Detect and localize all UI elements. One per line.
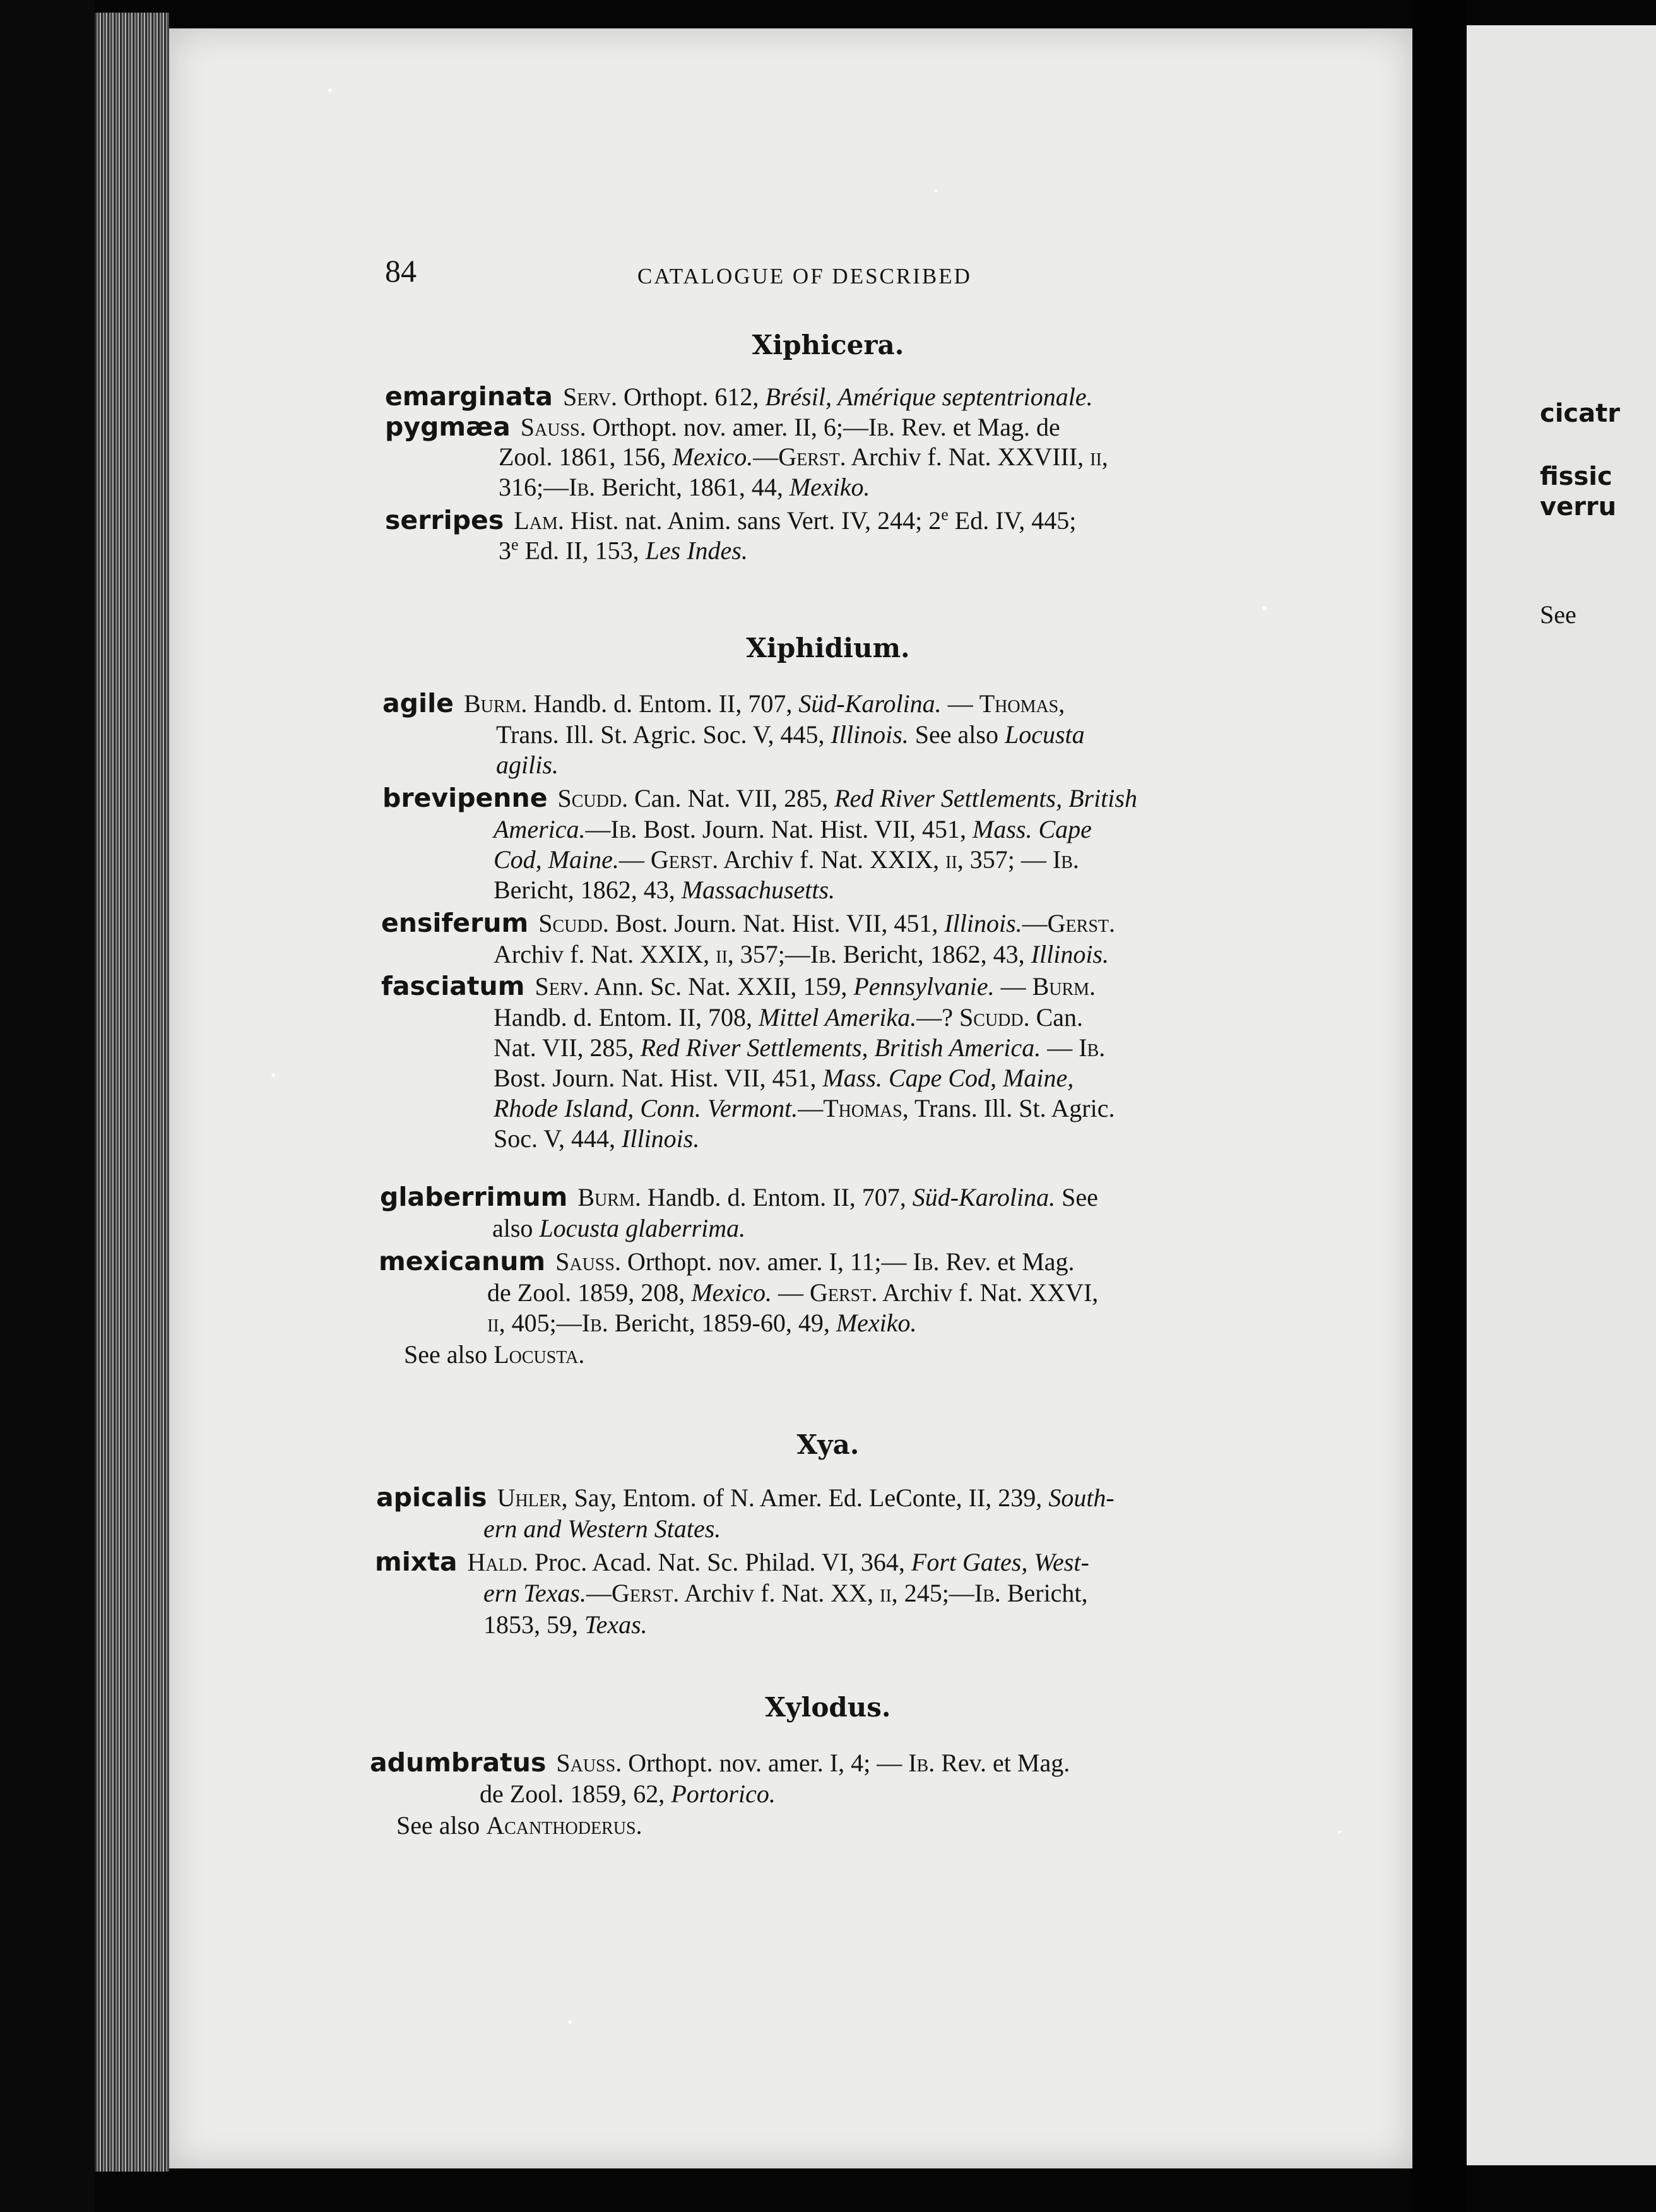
ibid: Ib. (974, 1579, 1001, 1607)
locality: America. (494, 815, 586, 843)
section-heading-xiphidium: Xiphidium. (746, 633, 910, 663)
citation: Rev. et Mag. (935, 1749, 1070, 1777)
ibid: Ib. (569, 473, 596, 501)
headword: pygmæa (385, 412, 511, 442)
locality: Illinois. (944, 909, 1022, 937)
entry-mexicanum (379, 1246, 1075, 1276)
scan-speck (328, 88, 332, 92)
author: Hald. (467, 1548, 528, 1576)
cross-reference: Locusta (1004, 720, 1085, 749)
see-also-xylodus (396, 1811, 642, 1840)
entry-fasciatum-continued (494, 1124, 699, 1153)
citation: also (492, 1214, 540, 1242)
dash: — (941, 689, 979, 718)
citation: Handb. d. Entom. II, 708, (494, 1003, 759, 1032)
entry-apicalis-continued (483, 1514, 721, 1543)
see-also-label: See also (404, 1340, 494, 1369)
ibid: Ib. (610, 815, 637, 843)
headword: brevipenne (382, 783, 548, 813)
dash: — (1022, 909, 1048, 937)
citation: —? (916, 1003, 960, 1032)
headword: apicalis (376, 1482, 487, 1513)
see-also-label: See also (396, 1811, 487, 1840)
citation: Nat. VII, 285, (494, 1033, 641, 1062)
see-also-ref: Acanthoderus. (486, 1811, 642, 1840)
dash: — (753, 443, 779, 471)
dash: — (585, 815, 611, 843)
citation: See (1055, 1183, 1098, 1211)
citation: Bericht, 1861, 44, (595, 473, 790, 501)
entry-brevipenne-continued (494, 814, 1092, 844)
author: Gerst. (650, 845, 719, 874)
locality: Illinois. (831, 720, 909, 749)
citation: See also (908, 720, 1005, 749)
entry-emarginata (385, 381, 1093, 412)
citation: Orthopt. 612, (617, 383, 766, 411)
citation: 1853, 59, (483, 1610, 584, 1639)
entry-fasciatum-continued (494, 1033, 1105, 1062)
author: Sauss. (520, 413, 586, 441)
author: Burm. (463, 689, 528, 718)
entry-mexicanum-continued (487, 1278, 1098, 1307)
entry-fasciatum-continued (494, 1063, 1073, 1093)
author: Serv. (562, 383, 617, 411)
author: Thomas, (979, 689, 1065, 718)
citation: Bost. Journ. Nat. Hist. VII, 451, (608, 909, 945, 937)
author: Sauss. (556, 1749, 622, 1777)
locality: Mexiko. (789, 473, 870, 501)
entry-serripes (385, 505, 1076, 535)
citation: Ann. Sc. Nat. XXII, 159, (589, 972, 854, 1001)
locality: Brésil, Amérique septentrionale. (765, 383, 1093, 411)
locality: ern and Western States. (483, 1514, 721, 1543)
headword: mixta (375, 1547, 458, 1577)
citation: Bericht, 1859-60, 49, (608, 1309, 836, 1337)
scan-speck (934, 189, 937, 193)
headword: mexicanum (379, 1246, 546, 1276)
headword: ensiferum (381, 908, 529, 938)
ibid: Ib. (913, 1247, 940, 1276)
author: Scudd. (959, 1003, 1030, 1032)
superscript: e (511, 535, 519, 554)
entry-mixta-continued (483, 1610, 648, 1639)
citation: Ed. II, 153, (518, 536, 646, 565)
cross-reference: agilis. (496, 751, 559, 779)
citation: Rev. et Mag. de (894, 413, 1060, 441)
entry-brevipenne-continued (494, 845, 1079, 874)
locality: Mexico. (691, 1278, 772, 1307)
locality: Mittel Amerika. (758, 1003, 917, 1032)
author: Gerst. (810, 1278, 878, 1307)
entry-fasciatum-continued (494, 1093, 1115, 1123)
locality: Fort Gates, West- (911, 1548, 1089, 1576)
citation: Bericht, 1862, 43, (494, 876, 682, 904)
locality: Mass. Cape Cod, Maine, (822, 1064, 1074, 1092)
locality: Rhode Island, Conn. Vermont. (494, 1094, 798, 1122)
superscript: e (941, 505, 949, 524)
author: Thomas, (823, 1094, 909, 1122)
citation: Ed. IV, 445; (948, 506, 1077, 535)
citation: 245;— (897, 1579, 974, 1607)
citation: Soc. V, 444, (494, 1124, 622, 1153)
citation: de Zool. 1859, 62, (480, 1780, 671, 1808)
locality: Pennsylvanie. (853, 972, 995, 1001)
facing-page-line: verru (1540, 492, 1617, 521)
headword: emarginata (385, 381, 553, 412)
headword: fasciatum (381, 971, 525, 1001)
entry-adumbratus (370, 1747, 1070, 1778)
volume-part: ii, (487, 1309, 506, 1337)
entry-serripes-continued (499, 535, 748, 565)
locality: Mass. Cape (973, 815, 1092, 843)
citation: Hist. nat. Anim. sans Vert. IV, 244; 2 (564, 506, 942, 535)
volume-part: ii, (716, 940, 734, 968)
volume-part: ii, (945, 845, 964, 874)
citation: Archiv f. Nat. XXVI, (877, 1278, 1099, 1307)
headword: serripes (385, 505, 504, 535)
citation: Handb. d. Entom. II, 707, (641, 1183, 913, 1211)
facing-page-line: cicatr (1540, 399, 1620, 428)
locality: Illinois. (622, 1124, 700, 1153)
locality: South- (1048, 1484, 1115, 1512)
headword: agile (382, 688, 454, 718)
citation: Archiv f. Nat. XX, (679, 1579, 880, 1607)
citation: de Zool. 1859, 208, (487, 1278, 692, 1307)
scan-speck (271, 1073, 275, 1077)
citation: Rev. et Mag. (939, 1247, 1075, 1276)
facing-page-line: fissic (1540, 462, 1612, 491)
citation: 357;— (733, 940, 810, 968)
locality: Mexico. (672, 443, 754, 471)
scan-speck (568, 2020, 572, 2024)
author: Sauss. (555, 1247, 621, 1276)
locality: Texas. (584, 1610, 648, 1639)
author: Burm. (577, 1183, 641, 1211)
citation: Orthopt. nov. amer. I, 11;— (620, 1247, 913, 1276)
citation: Bericht, (1000, 1579, 1088, 1607)
facing-page-line: See (1540, 600, 1576, 629)
headword: glaberrimum (380, 1182, 568, 1212)
dash: — (994, 972, 1032, 1001)
citation: Bericht, 1862, 43, (836, 940, 1031, 968)
entry-glaberrimum-continued (492, 1213, 745, 1243)
see-also-xiphidium (404, 1340, 584, 1369)
citation: Archiv f. Nat. XXIX, (718, 845, 946, 874)
locality: Cod, Maine. (494, 845, 619, 874)
citation: 357; — (963, 845, 1053, 874)
author: Lam. (514, 506, 564, 535)
citation: Say, Entom. of N. Amer. Ed. LeConte, II, 239, (567, 1484, 1049, 1512)
page-number: 84 (385, 253, 417, 288)
section-heading-xya: Xya. (796, 1429, 860, 1460)
locality: Süd-Karolina. (798, 689, 942, 718)
citation: Orthopt. nov. amer. I, 4; — (622, 1749, 909, 1777)
entry-pygmaea-continued (499, 442, 1108, 472)
citation: Can. Nat. VII, 285, (628, 784, 835, 812)
dash: — (798, 1094, 824, 1122)
dash: — (772, 1278, 810, 1307)
entry-agile-continued (496, 720, 1085, 749)
ibid: Ib. (908, 1749, 935, 1777)
citation: Archiv f. Nat. XXIX, (494, 940, 716, 968)
locality: ern Texas. (483, 1579, 586, 1607)
citation: Trans. Ill. St. Agric. Soc. V, 445, (496, 720, 831, 749)
citation: Bost. Journ. Nat. Hist. VII, 451, (637, 815, 973, 843)
entry-mixta (375, 1547, 1089, 1577)
entry-fasciatum-continued (494, 1002, 1083, 1032)
headword: adumbratus (370, 1747, 547, 1778)
citation: Bost. Journ. Nat. Hist. VII, 451, (494, 1064, 823, 1092)
locality: Mexiko. (836, 1309, 917, 1337)
dash: — (618, 845, 651, 874)
ibid: Ib. (1079, 1033, 1106, 1062)
citation: Zool. 1861, 156, (499, 443, 673, 471)
author: Burm. (1032, 972, 1096, 1001)
author: Serv. (535, 972, 589, 1001)
citation: Proc. Acad. Nat. Sc. Philad. VI, 364, (528, 1548, 911, 1576)
author: Gerst. (1047, 909, 1115, 937)
scan-speck (1338, 1831, 1341, 1834)
entry-apicalis (376, 1482, 1115, 1513)
entry-pygmaea-continued (499, 472, 870, 502)
entry-agile (382, 688, 1065, 718)
locality: Süd-Karolina. (912, 1183, 1056, 1211)
citation: 405;— (505, 1309, 582, 1337)
citation: 316;— (499, 473, 569, 501)
section-heading-xiphicera: Xiphicera. (752, 330, 904, 360)
ibid: Ib. (868, 413, 895, 441)
author: Scudd. (538, 909, 609, 937)
entry-brevipenne-continued (494, 875, 835, 905)
author: Uhler, (497, 1484, 568, 1512)
cross-reference: Locusta glaberrima. (539, 1214, 746, 1242)
entry-glaberrimum (380, 1182, 1098, 1212)
author: Scudd. (557, 784, 629, 812)
entry-pygmaea (385, 412, 1060, 442)
volume-part: ii, (880, 1579, 898, 1607)
citation: Handb. d. Entom. II, 707, (527, 689, 799, 718)
locality: Red River Settlements, British (834, 784, 1137, 812)
scan-speck (1262, 606, 1267, 610)
author: Gerst. (611, 1579, 680, 1607)
entry-agile-continued (496, 750, 559, 780)
ibid: Ib. (810, 940, 837, 968)
see-also-ref: Locusta. (494, 1340, 585, 1369)
citation: Trans. Ill. St. Agric. (908, 1094, 1115, 1122)
locality: Illinois. (1031, 940, 1109, 968)
entry-brevipenne (382, 783, 1137, 813)
author: Gerst. (778, 443, 846, 471)
citation: Orthopt. nov. amer. II, 6;— (586, 413, 868, 441)
locality: Portorico. (671, 1780, 776, 1808)
running-head: CATALOGUE OF DESCRIBED (637, 264, 972, 288)
volume-part: ii, (1090, 443, 1108, 471)
citation: Can. (1029, 1003, 1084, 1032)
entry-mexicanum-continued (487, 1308, 917, 1338)
ibid: Ib. (581, 1309, 608, 1337)
ibid: Ib. (1052, 845, 1079, 874)
citation: Archiv f. Nat. XXVIII, (846, 443, 1091, 471)
entry-fasciatum (381, 971, 1096, 1001)
citation: 3 (499, 536, 511, 565)
locality: Les Indes. (645, 536, 748, 565)
locality: Red River Settlements, British America. (640, 1033, 1041, 1062)
section-heading-xylodus: Xylodus. (765, 1692, 891, 1723)
entry-ensiferum-continued (494, 939, 1109, 969)
locality: Massachusetts. (681, 876, 836, 904)
entry-ensiferum (381, 908, 1115, 938)
dash: — (586, 1579, 612, 1607)
entry-adumbratus-continued (480, 1779, 776, 1809)
entry-mixta-continued (483, 1578, 1088, 1608)
dash: — (1041, 1033, 1079, 1062)
